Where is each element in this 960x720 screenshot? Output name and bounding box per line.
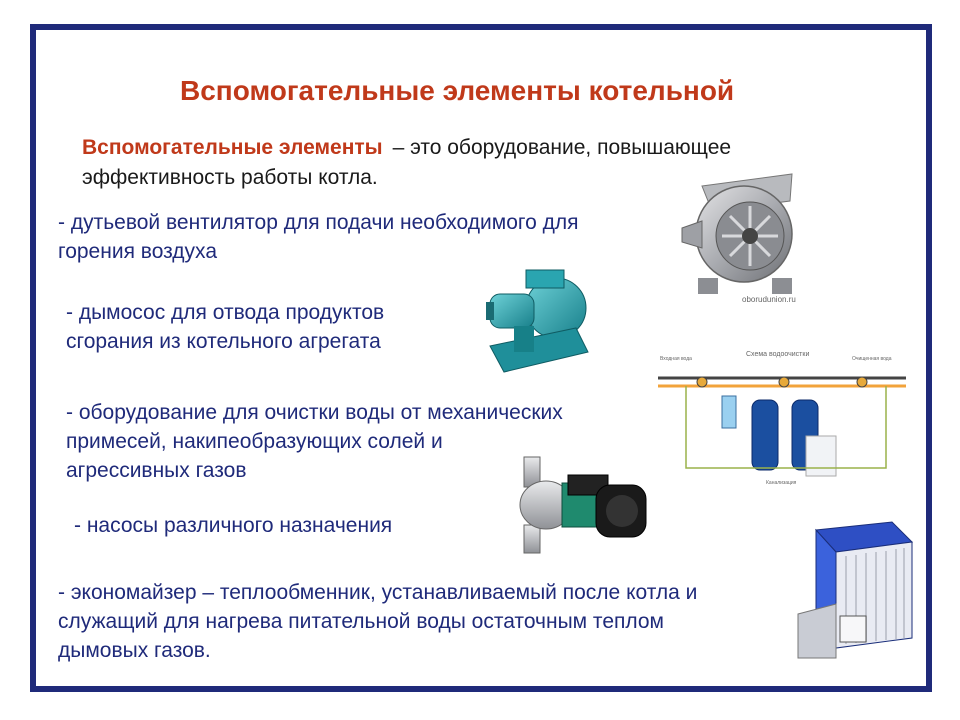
list-item-line: служащий для нагрева питательной воды остаточным теплом: [58, 610, 664, 633]
intro-definition: [82, 133, 731, 193]
water-treatment-scheme-image: [656, 348, 912, 488]
list-item-fan: [58, 208, 678, 266]
slide-title: Вспомогательные элементы котельной: [180, 75, 735, 106]
water-scheme-input-label: Входная вода: [660, 356, 692, 362]
intro-definition-line2: эффективность работы котла.: [82, 166, 378, 189]
list-item-line: - дутьевой вентилятор для подачи необходимого для: [58, 211, 579, 234]
smoke-exhauster-image: [484, 268, 594, 380]
list-item-pumps: [74, 511, 494, 540]
list-item-line: примесей, накипеобразующих солей и: [66, 430, 443, 453]
list-item-smoke-exhauster: [66, 298, 486, 356]
blower-fan-image: [672, 166, 832, 306]
list-item-line: горения воздуха: [58, 240, 217, 263]
water-scheme-drain-label: Канализация: [766, 480, 797, 486]
list-item-line: - оборудование для очистки воды от механических: [66, 401, 563, 424]
list-item-line: агрессивных газов: [66, 459, 247, 482]
intro-definition-line1: – это оборудование, повышающее: [392, 136, 732, 159]
pump-image: [510, 455, 650, 555]
list-item-line: - экономайзер – теплообменник, устанавливаемый после котла и: [58, 581, 698, 604]
list-item-economizer: [58, 578, 798, 665]
intro-term: Вспомогательные элементы: [82, 136, 383, 159]
list-item-line: сгорания из котельного агрегата: [66, 330, 381, 353]
water-scheme-title: Схема водоочистки: [746, 351, 810, 358]
water-scheme-output-label: Очищенная вода: [852, 356, 892, 362]
list-item-line: - насосы различного назначения: [74, 514, 393, 537]
economizer-image: [796, 518, 916, 663]
list-item-line: дымовых газов.: [58, 639, 211, 662]
fan-caption: oborudunion.ru: [742, 295, 796, 304]
list-item-line: - дымосос для отвода продуктов: [66, 301, 385, 324]
